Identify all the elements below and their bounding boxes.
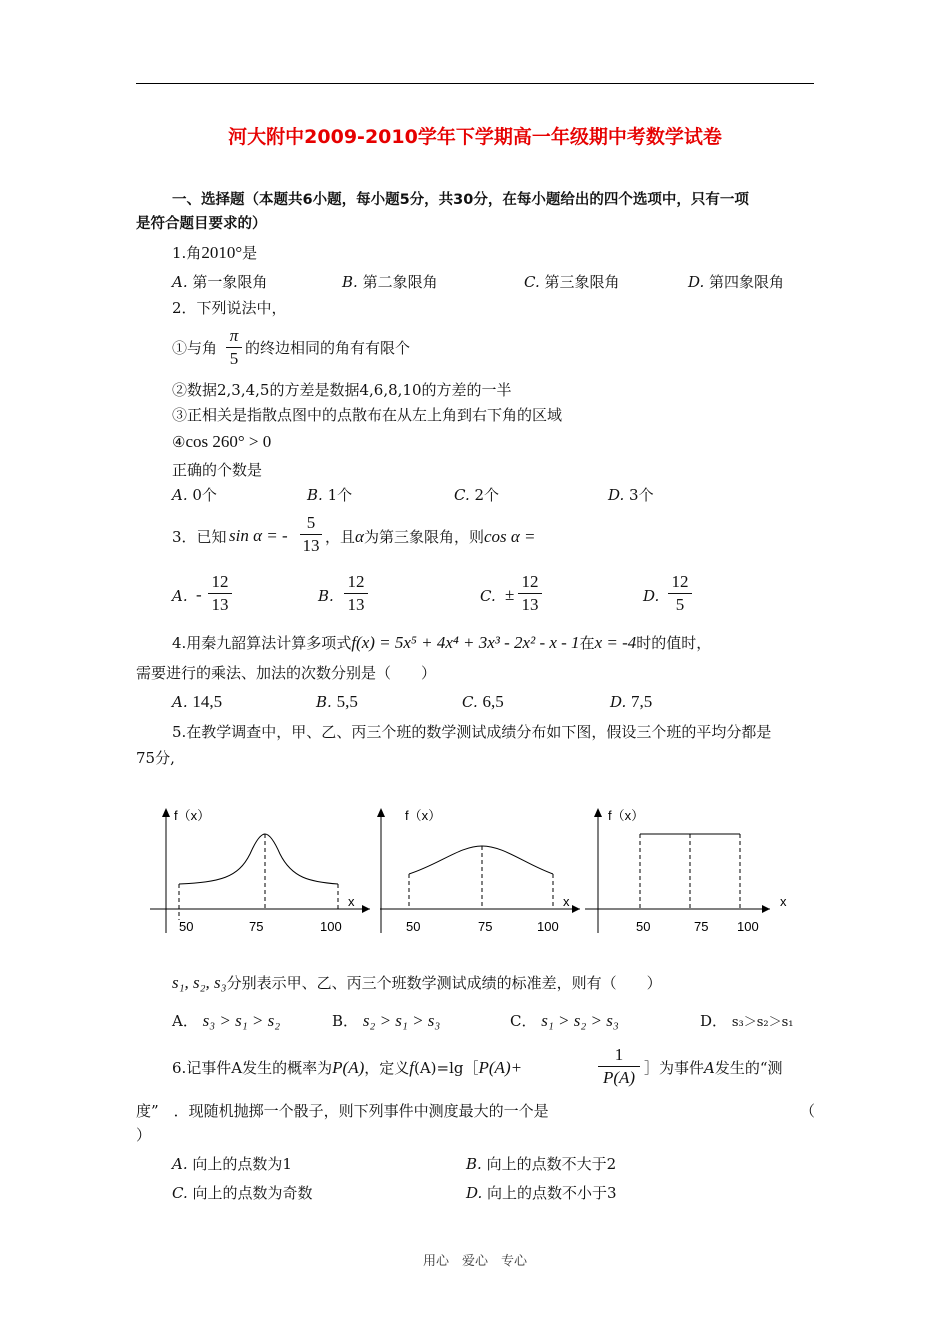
- q3-option-c-fraction: 12 13: [518, 572, 542, 615]
- q6-line1-a: 6.记事件A发生的概率为P(A)，定义f(A)=lg［P(A)+: [172, 1058, 523, 1077]
- q4-line1: 4.用秦九韶算法计算多项式f(x) = 5x⁵ + 4x⁴ + 3x³ - 2x² - x - 1在x = -4时的值时，: [172, 633, 712, 652]
- q3-pre: 3．已知: [172, 528, 227, 546]
- page-footer: 用心 爱心 专心: [422, 1254, 527, 1269]
- q2-s2: ②数据2,3,4,5的方差是数据4,6,8,10的方差的一半: [172, 381, 512, 399]
- q1-option-a: A. 第一象限角: [172, 273, 268, 291]
- graph-yi-tick-100: 100: [537, 919, 559, 934]
- q6-option-d: D. 向上的点数不小于3: [466, 1184, 617, 1202]
- section-heading-line1: 一、选择题（本题共6小题，每小题5分，共30分，在每小题给出的四个选项中，只有一项: [172, 192, 749, 208]
- q5-line2: 75分,: [136, 749, 175, 767]
- graph-yi: [377, 808, 580, 934]
- q3-option-b-fraction: 12 13: [344, 572, 368, 615]
- q6-option-c: C. 向上的点数为奇数: [172, 1184, 313, 1202]
- graph-bing-ylabel: f（x）: [608, 808, 645, 823]
- graph-jia-tick-50: 50: [179, 919, 194, 934]
- q6-option-b: B. 向上的点数不大于2: [466, 1155, 617, 1173]
- q5-option-d: D． s₃＞s₂＞s₁: [700, 1012, 794, 1030]
- q3-mid: ，且α为第三象限角，则cos α =: [325, 527, 536, 546]
- q4-option-b: B. 5,5: [316, 692, 358, 711]
- q3-option-a-fraction: 12 13: [208, 572, 232, 615]
- q2-option-c: C. 2个: [454, 486, 500, 504]
- q1-prefix: 1.角: [172, 244, 202, 262]
- graph-jia-ylabel: f（x）: [174, 808, 211, 823]
- page-title: 河大附中2009-2010学年下学期高一年级期中考数学试卷: [228, 126, 722, 148]
- q2-option-d: D. 3个: [608, 486, 654, 504]
- q3-option-d-label: D.: [643, 587, 660, 605]
- q5-line1: 5.在教学调查中，甲、乙、丙三个班的数学测试成绩分布如下图，假设三个班的平均分都是: [172, 723, 772, 741]
- distribution-graphs: [0, 790, 950, 950]
- q2-option-a: A. 0个: [172, 486, 217, 504]
- q5-option-b: B． s₂ > s₁ > s₃: [332, 1011, 441, 1030]
- q2-s1-post: 的终边相同的角有有限个: [245, 339, 411, 357]
- graph-bing-tick-75: 75: [694, 919, 709, 934]
- q3-option-d-fraction: 12 5: [668, 572, 692, 615]
- q4-line2: 需要进行的乘法、加法的次数分别是（ ）: [136, 664, 437, 682]
- q2-option-b: B. 1个: [307, 486, 353, 504]
- q1-angle: 2010°: [201, 243, 243, 262]
- q3-sin: sin α = -: [229, 526, 288, 545]
- q6-line2: 度” ．现随机抛掷一个骰子，则下列事件中测度最大的一个是: [136, 1102, 549, 1120]
- q3-option-c-sign: ±: [505, 585, 515, 604]
- graph-bing: [585, 808, 787, 934]
- graph-yi-tick-75: 75: [478, 919, 493, 934]
- q4-option-a: A. 14,5: [172, 692, 223, 711]
- q2-stem: 2．下列说法中，: [172, 299, 287, 317]
- q2-ask: 正确的个数是: [172, 461, 263, 479]
- q6-line1-b: ］为事件A发生的“测: [644, 1059, 783, 1077]
- q3-fraction: 5 13: [300, 513, 322, 556]
- graph-jia-xlabel: x: [348, 894, 355, 909]
- q2-s1-fraction: π 5: [226, 326, 242, 369]
- q2-s1-pre: ①与角: [172, 339, 218, 357]
- q3-option-c-label: C.: [480, 587, 496, 605]
- q1-option-b: B. 第二象限角: [342, 273, 438, 291]
- graph-bing-tick-100: 100: [737, 919, 759, 934]
- q1-suffix: 是: [242, 244, 258, 262]
- section-heading-line2: 是符合题目要求的）: [136, 216, 267, 232]
- q3-option-a-label: A.: [172, 587, 188, 605]
- graph-yi-ylabel: f（x）: [405, 808, 442, 823]
- graph-jia: [150, 808, 370, 934]
- graph-bing-tick-50: 50: [636, 919, 651, 934]
- q1-option-d: D. 第四象限角: [688, 273, 785, 291]
- graph-yi-tick-50: 50: [406, 919, 421, 934]
- graph-jia-tick-75: 75: [249, 919, 264, 934]
- q6-paren-open: （: [800, 1102, 816, 1120]
- q6-fraction: 1 P(A): [598, 1045, 640, 1088]
- graph-jia-tick-100: 100: [320, 919, 342, 934]
- q6-paren-close: ）: [136, 1126, 152, 1144]
- q2-s3: ③正相关是指散点图中的点散布在从左上角到右下角的区域: [172, 406, 563, 424]
- graph-bing-xlabel: x: [780, 894, 787, 909]
- q5-option-a: A． s₃ > s₁ > s₂: [172, 1011, 281, 1030]
- q5-s-line: s₁, s₂, s₃分别表示甲、乙、丙三个班数学测试成绩的标准差，则有（ ）: [172, 973, 662, 992]
- q3-option-b-label: B.: [318, 587, 334, 605]
- q1-option-c: C. 第三象限角: [524, 273, 620, 291]
- q4-option-c: C. 6,5: [462, 692, 504, 711]
- graph-yi-xlabel: x: [563, 894, 570, 909]
- q3-option-a-sign: -: [196, 585, 202, 604]
- q2-s4: ④cos 260° > 0: [172, 432, 272, 451]
- header-rule: [136, 83, 814, 84]
- q1-stem: [172, 243, 257, 263]
- q5-option-c: C． s₁ > s₂ > s₃: [510, 1011, 619, 1030]
- q6-option-a: A. 向上的点数为1: [172, 1155, 292, 1173]
- q4-option-d: D. 7,5: [610, 692, 653, 711]
